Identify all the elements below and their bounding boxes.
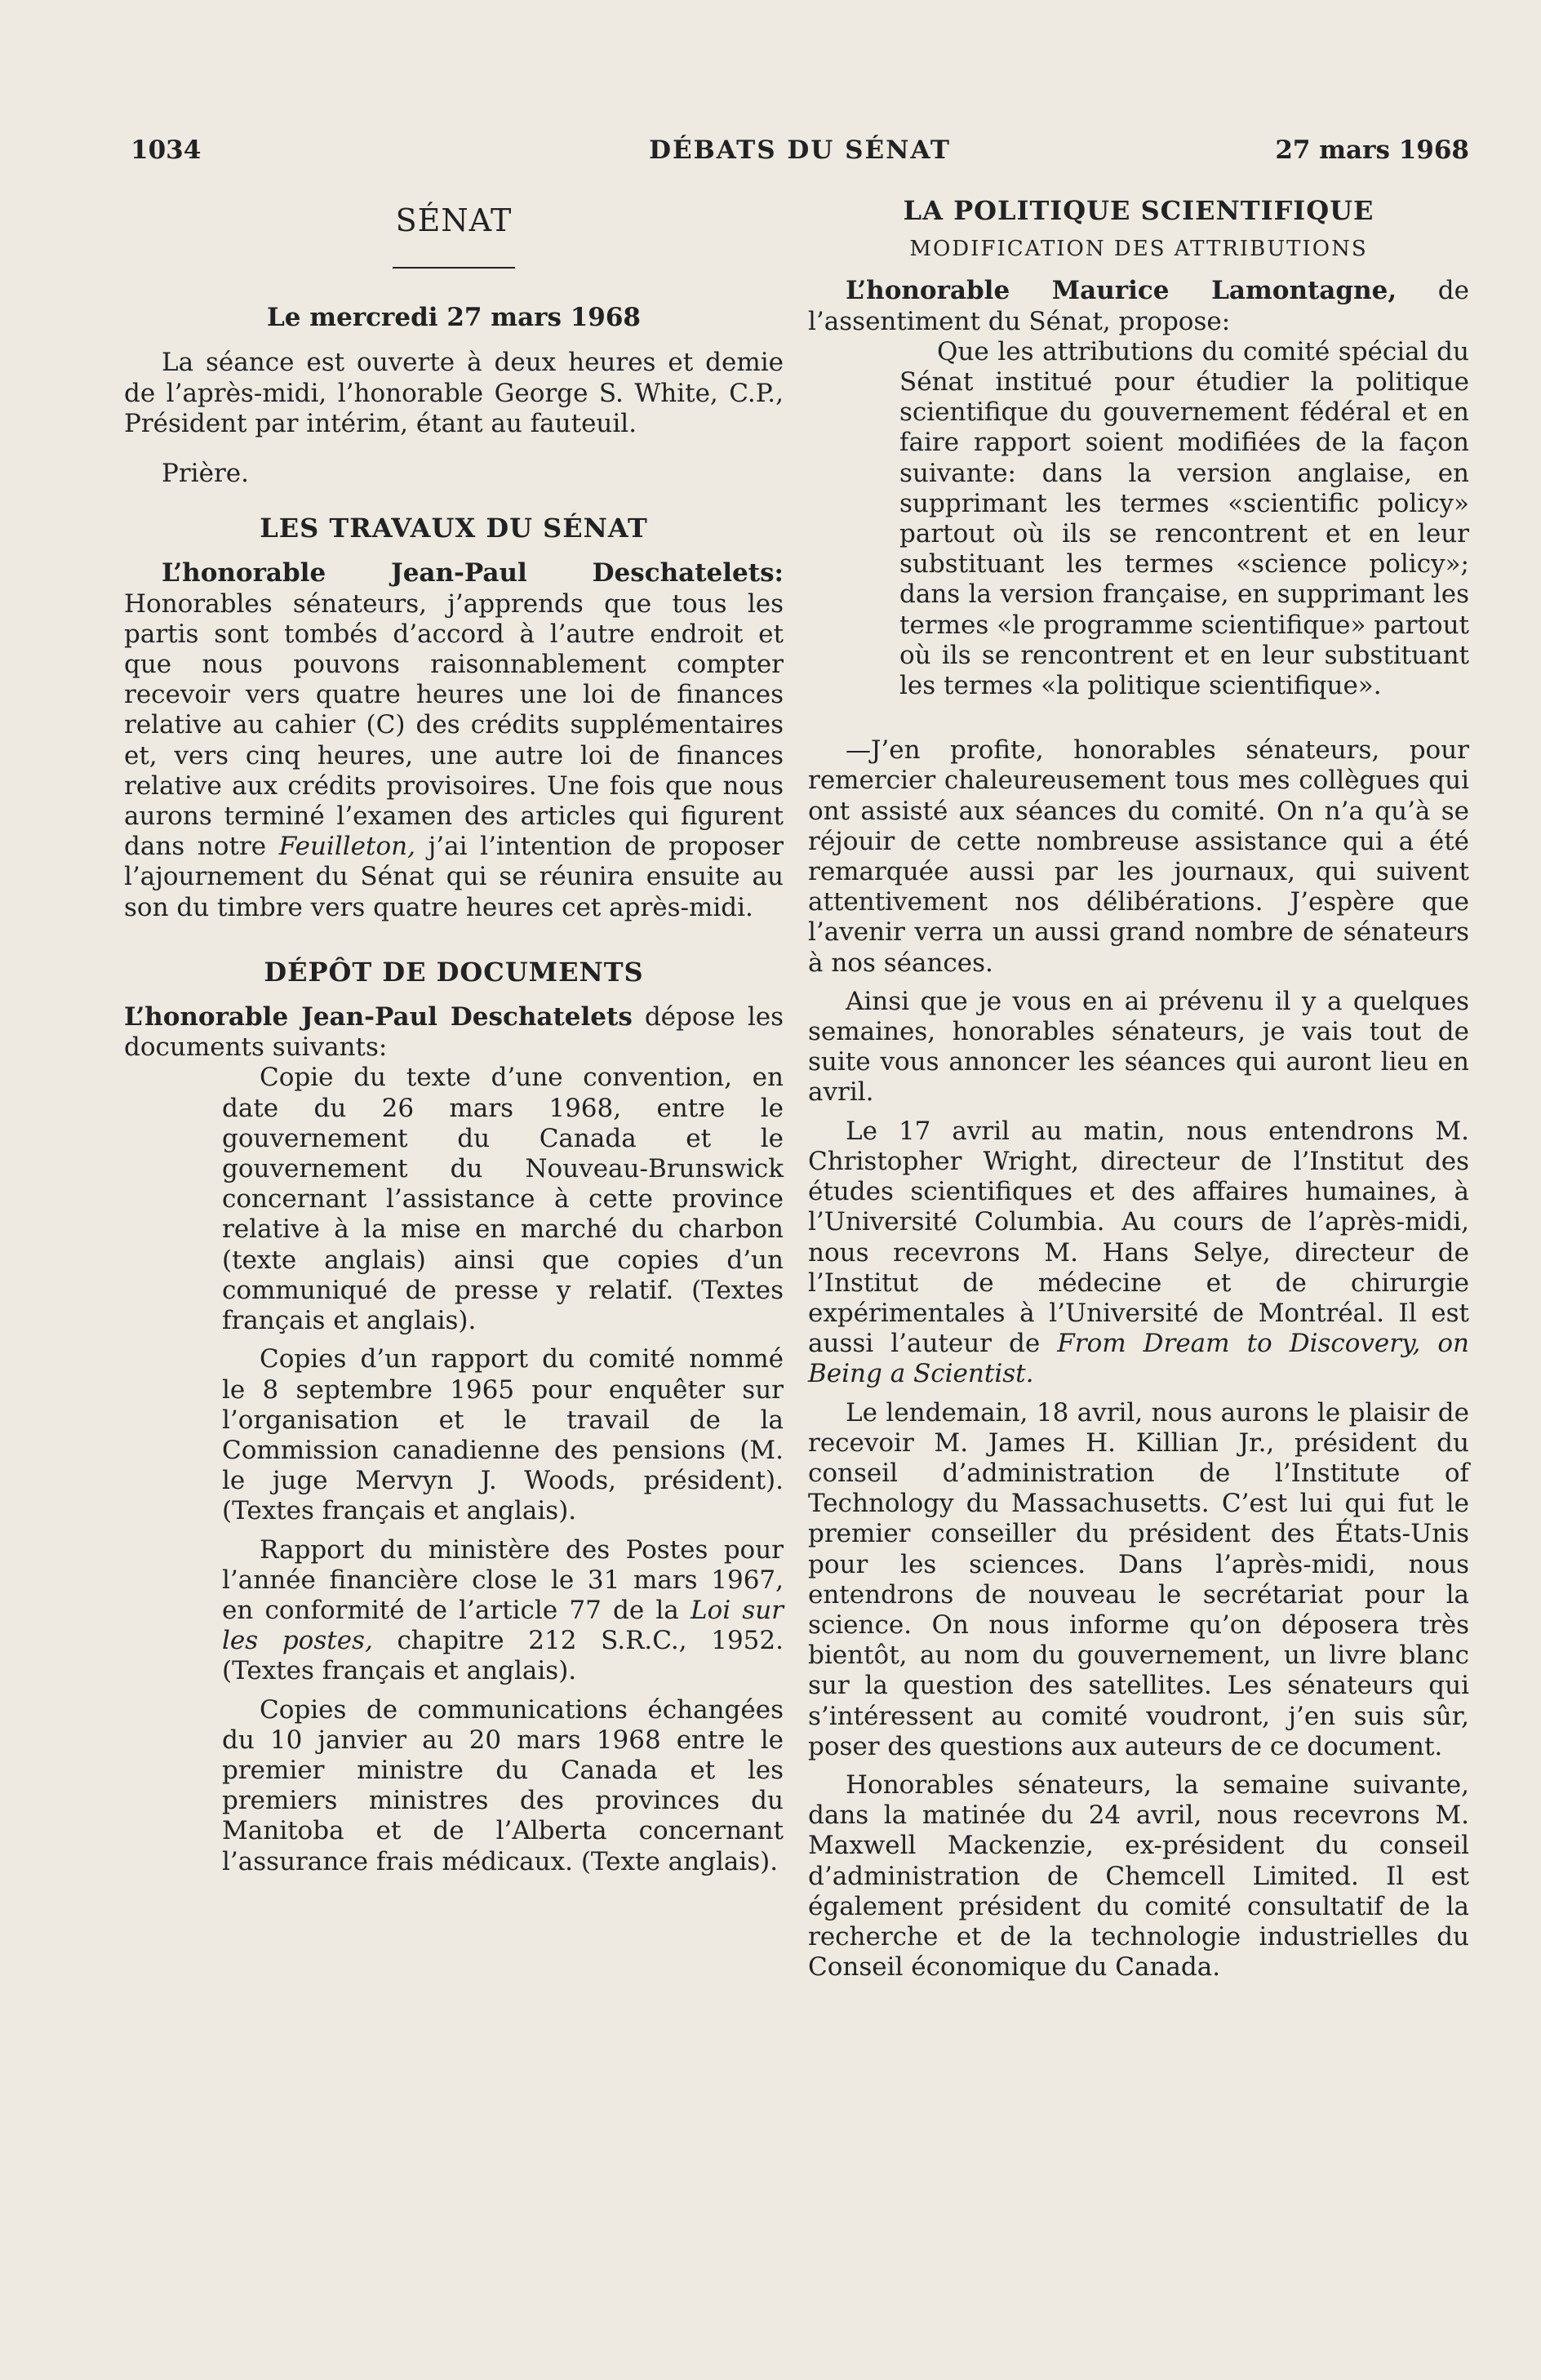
- subheading: MODIFICATION DES ATTRIBUTIONS: [909, 237, 1368, 262]
- motion-intro: [808, 276, 1469, 336]
- document-item-2: Copies d’un rapport du comité nommé le 8 septembre 1965 pour enquêter sur l’organisation et le travail de la Commission canadienne des pensions (M. le juge Mervyn J. Woods, président). (Textes français et anglais).: [222, 1344, 784, 1526]
- right-paragraph-3: [808, 1117, 1469, 1390]
- document-item-1: Copie du texte d’une convention, en date du 26 mars 1968, entre le gouvernement du Canada et le gouvernement du Nouveau-Brunswick concernant l’assistance à cette province relative à la mise en marché du charbon (texte anglais) ainsi que copies d’un communiqué de presse y relatif. (Textes français et anglais).: [222, 1063, 784, 1336]
- right-paragraph-2: Ainsi que je vous en ai prévenu il y a quelques semaines, honorables sénateurs, je vais tout de suite vous annoncer les séances qui auront lieu en avril.: [808, 986, 1469, 1108]
- travaux-italic: Feuilleton,: [278, 832, 415, 862]
- doc3-italic: Loi sur les postes,: [222, 1595, 784, 1656]
- opening-paragraph: La séance est ouverte à deux heures et demie de l’après-midi, l’honorable George S. White, C.P., Président par intérim, étant au fauteuil.: [124, 348, 784, 438]
- travaux-text-2: j’ai l’intention de proposer l’ajournement du Sénat qui se réunira ensuite au son du timbre vers quatre heures cet après-midi.: [124, 832, 784, 922]
- right-paragraph-1: —J’en profite, honorables sénateurs, pour remercier chaleureusement tous mes collègues qui ont assisté aux séances du comité. On n’a qu’à se réjouir de cette nombreuse assistance qui a été remarquée aussi par les journaux, qui suivent attentivement nos délibérations. J’espère que l’avenir verra un aussi grand nombre de sénateurs à nos séances.: [808, 735, 1469, 978]
- p3-italic: From Dream to Discovery, on Being a Scientist.: [808, 1329, 1470, 1389]
- priere-paragraph: Prière.: [162, 459, 249, 489]
- section-title: SÉNAT: [395, 202, 513, 238]
- right-paragraph-5: Honorables sénateurs, la semaine suivante, dans la matinée du 24 avril, nous recevrons M. Maxwell Mackenzie, ex-président du conseil d’administration de Chemcell Limited. Il est également président du comité consultatif de la recherche et de la technologie industrielles du Conseil économique du Canada.: [808, 1769, 1469, 1983]
- doc3-text-a: Rapport du ministère des Postes pour l’année financière close le 31 mars 1967, en conformité de l’article 77 de la: [222, 1534, 784, 1625]
- document-item-3: [222, 1535, 784, 1687]
- travaux-text-1: Honorables sénateurs, j’apprends que tous les partis sont tombés d’accord à l’autre endroit et que nous pouvons raisonnablement compter recevoir vers quatre heures une loi de finances relative au cahier (C) des crédits supplémentaires et, vers cinq heures, une autre loi de finances relative aux crédits provisoires. Une fois que nous aurons terminé l’examen des articles qui figurent dans notre: [124, 588, 784, 862]
- sitting-date: Le mercredi 27 mars 1968: [266, 303, 642, 333]
- doc3-text-b: chapitre 212 S.R.C., 1952. (Textes français et anglais).: [222, 1626, 784, 1686]
- header-date: 27 mars 1968: [1275, 135, 1469, 165]
- title-rule: [393, 267, 515, 269]
- depot-paragraph: [124, 1002, 784, 1063]
- speaker-name: L’honorable Jean-Paul Deschatelets: [124, 1002, 633, 1032]
- travaux-paragraph: [124, 558, 784, 922]
- motion-text: Que les attributions du comité spécial du Sénat institué pour étudier la politique scientifique du gouvernement fédéral et en faire rapport soient modifiées de la façon suivante: dans la version anglaise, en supprimant les termes «scientific policy» partout où ils se rencontrent et en leur substituant les termes «science policy»; dans la version française, en supprimant les termes «le programme scientifique» partout où ils se rencontrent et en leur substituant les termes «la politique scientifique».: [899, 336, 1469, 701]
- page-number: 1034: [131, 135, 202, 165]
- left-column: [124, 196, 784, 1877]
- document-item-4: Copies de communications échangées du 10 janvier au 20 mars 1968 entre le premier ministre du Canada et les premiers ministres des provinces du Manitoba et de l’Alberta concernant l’assurance frais médicaux. (Texte anglais).: [222, 1694, 784, 1876]
- motion-intro-text: de l’assentiment du Sénat, propose:: [808, 276, 1470, 336]
- heading-politique: LA POLITIQUE SCIENTIFIQUE: [903, 195, 1374, 226]
- right-column: [808, 196, 1469, 1983]
- p3-text: Le 17 avril au matin, nous entendrons M. Christopher Wright, directeur de l’Institut des études scientifiques et des affaires humaines, à l’Université Columbia. Au cours de l’après-midi, nous recevrons M. Hans Selye, directeur de l’Institut de médecine et de chirurgie expérimentales à l’Université de Montréal. Il est aussi l’auteur de: [808, 1116, 1469, 1359]
- speaker-name: L’honorable Maurice Lamontagne,: [846, 276, 1397, 306]
- speaker-name: L’honorable Jean-Paul Deschatelets:: [162, 558, 784, 588]
- heading-travaux: LES TRAVAUX DU SÉNAT: [260, 513, 648, 544]
- heading-depot: DÉPÔT DE DOCUMENTS: [264, 956, 644, 988]
- right-paragraph-4: Le lendemain, 18 avril, nous aurons le plaisir de recevoir M. James H. Killian Jr., président du conseil d’administration de l’Institute of Technology du Massachusetts. C’est lui qui fut le premier conseiller du président des États-Unis pour les sciences. Dans l’après-midi, nous entendrons de nouveau le secrétariat pour la science. On nous informe qu’on déposera très bientôt, au nom du gouvernement, un livre blanc sur la question des satellites. Les sénateurs qui s’intéressent au comité voudront, j’en suis sûr, poser des questions aux auteurs de ce document.: [808, 1397, 1469, 1761]
- running-title: DÉBATS DU SÉNAT: [649, 135, 951, 165]
- page-header: [131, 135, 1469, 176]
- depot-text: dépose les documents suivants:: [124, 1002, 784, 1063]
